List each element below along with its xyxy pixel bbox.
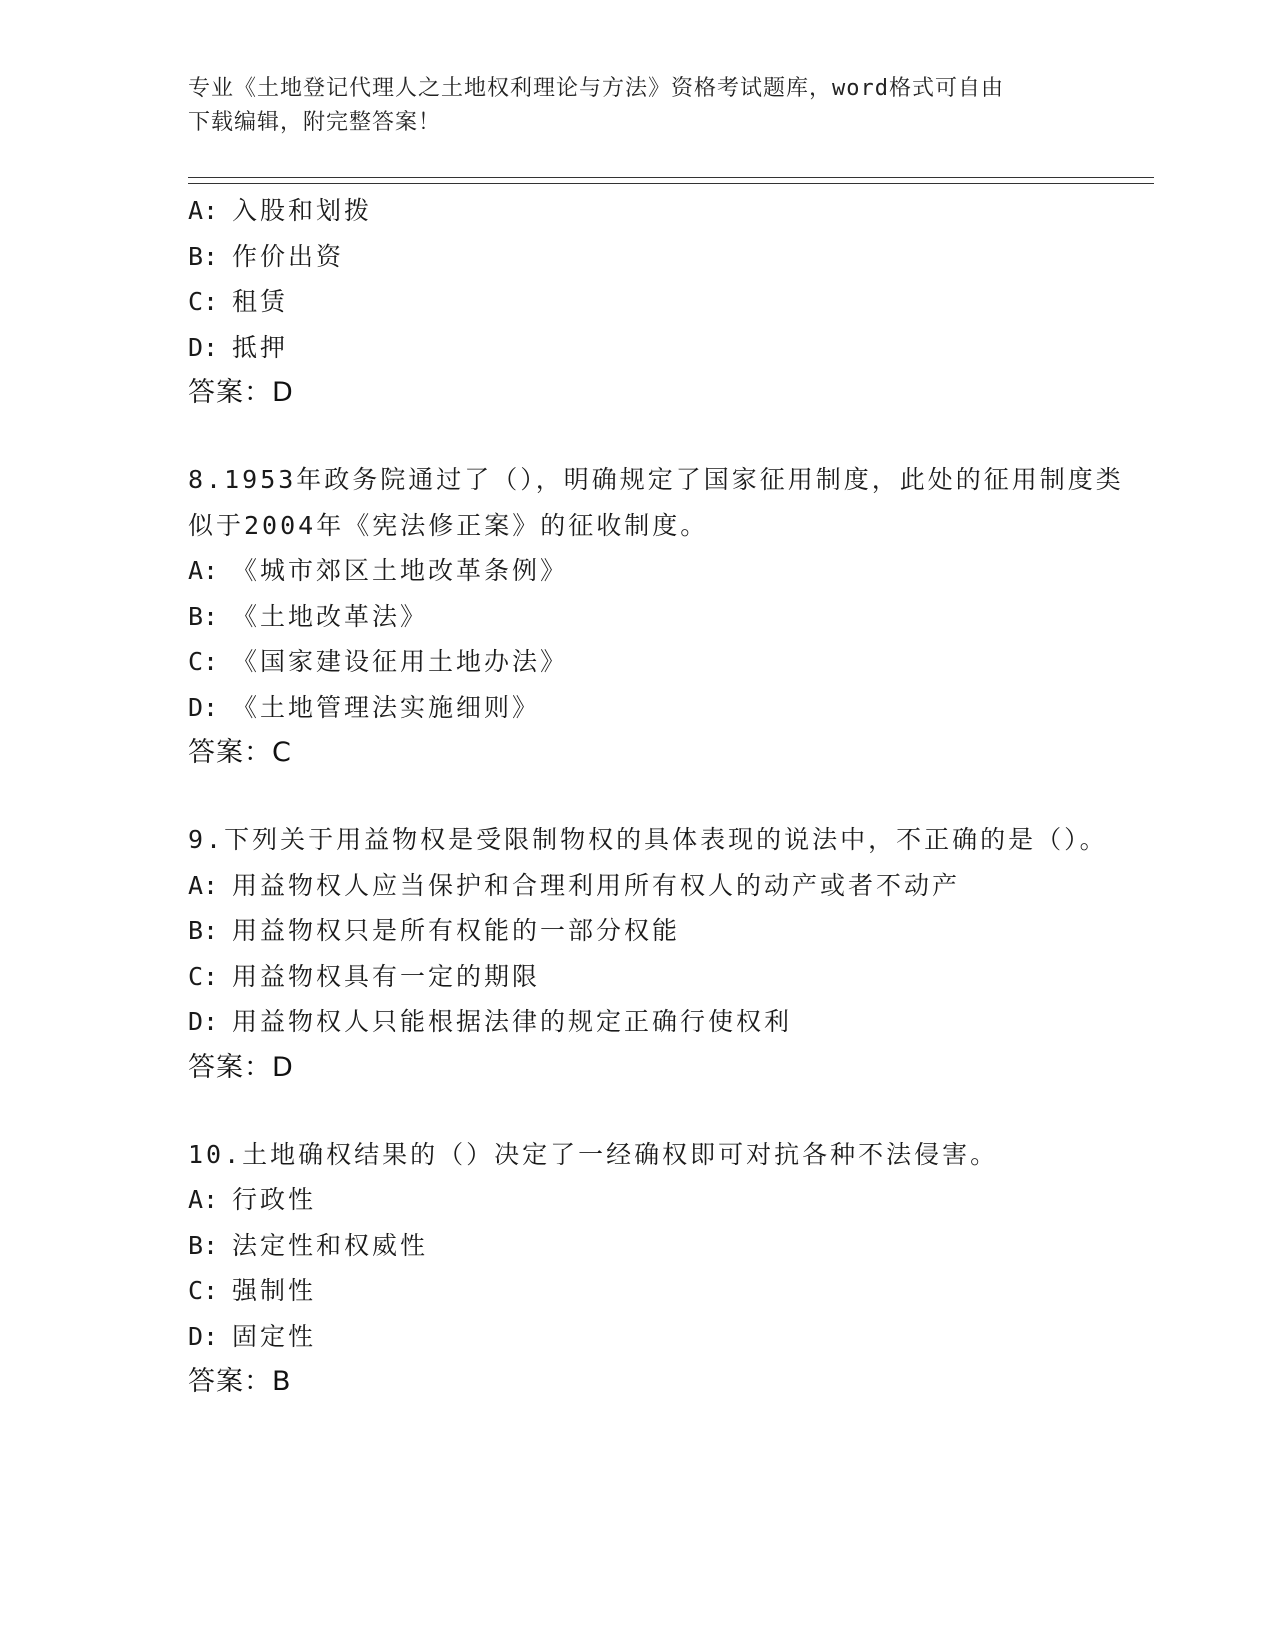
option-d: [188, 999, 1148, 1045]
option-letter: A:: [188, 870, 219, 900]
answer-line: 答案：B: [188, 1366, 292, 1397]
question-stem: 9.下列关于用益物权是受限制物权的具体表现的说法中，不正确的是（）。: [188, 825, 1108, 854]
option-c: [188, 279, 1148, 325]
option-letter: D:: [188, 692, 219, 722]
question-10: [188, 1132, 1148, 1406]
question-stem: 8.1953年政务院通过了（），明确规定了国家征用制度，此处的征用制度类似于2004年《宪法修正案》的征收制度。: [188, 465, 1124, 540]
option-text: 用益物权人应当保护和合理利用所有权人的动产或者不动产: [232, 870, 961, 900]
option-a: [188, 548, 1148, 594]
option-text: 租赁: [232, 287, 289, 316]
option-text: 《土地管理法实施细则》: [232, 692, 541, 722]
option-text: 行政性: [232, 1185, 317, 1214]
option-a: [188, 1177, 1148, 1223]
option-text: 用益物权具有一定的期限: [232, 961, 541, 991]
header-divider-bottom: [188, 183, 1154, 184]
option-text: 强制性: [232, 1276, 317, 1305]
option-text: 法定性和权威性: [232, 1230, 429, 1260]
option-d: [188, 325, 1148, 371]
option-letter: C:: [188, 647, 219, 676]
question-8: [188, 457, 1148, 776]
document-header: [188, 72, 1068, 140]
option-text: 用益物权人只能根据法律的规定正确行使权利: [232, 1007, 793, 1036]
question-stem: 10.土地确权结果的（）决定了一经确权即可对抗各种不法侵害。: [188, 1139, 999, 1169]
option-letter: B:: [188, 1230, 219, 1260]
option-letter: C:: [188, 961, 219, 991]
answer-line: 答案：D: [188, 1051, 294, 1083]
question-7: [188, 188, 1148, 416]
option-text: 入股和划拨: [232, 196, 373, 225]
question-9: [188, 817, 1148, 1091]
option-c: [188, 639, 1148, 685]
option-a: [188, 863, 1148, 909]
option-b: [188, 234, 1148, 280]
option-b: [188, 1223, 1148, 1269]
option-letter: B:: [188, 916, 219, 945]
option-text: 《城市郊区土地改革条例》: [232, 556, 569, 585]
option-letter: D:: [188, 1007, 219, 1036]
option-text: 抵押: [232, 332, 289, 362]
header-line-2: 下载编辑，附完整答案！: [188, 110, 442, 135]
option-letter: A:: [188, 196, 219, 225]
option-letter: A:: [188, 556, 219, 585]
option-letter: B:: [188, 601, 219, 631]
option-d: [188, 685, 1148, 731]
option-letter: D:: [188, 1321, 219, 1351]
question-list: [188, 188, 1148, 1446]
option-text: 用益物权只是所有权能的一部分权能: [232, 916, 681, 945]
option-c: [188, 1268, 1148, 1314]
answer-line: 答案：D: [188, 377, 294, 408]
option-letter: C:: [188, 287, 219, 316]
header-divider-top: [188, 177, 1154, 178]
option-a: [188, 188, 1148, 234]
option-letter: C:: [188, 1276, 219, 1305]
answer-line: 答案：C: [188, 737, 292, 768]
header-line-1: 专业《土地登记代理人之土地权利理论与方法》资格考试题库，word格式可自由: [188, 76, 1004, 101]
option-c: [188, 954, 1148, 1000]
option-text: 《土地改革法》: [232, 601, 429, 631]
option-letter: D:: [188, 332, 219, 362]
option-letter: B:: [188, 241, 219, 271]
option-text: 《国家建设征用土地办法》: [232, 647, 569, 676]
option-text: 作价出资: [232, 241, 345, 271]
option-b: [188, 908, 1148, 954]
option-text: 固定性: [232, 1321, 317, 1351]
option-letter: A:: [188, 1185, 219, 1214]
option-d: [188, 1314, 1148, 1360]
option-b: [188, 594, 1148, 640]
